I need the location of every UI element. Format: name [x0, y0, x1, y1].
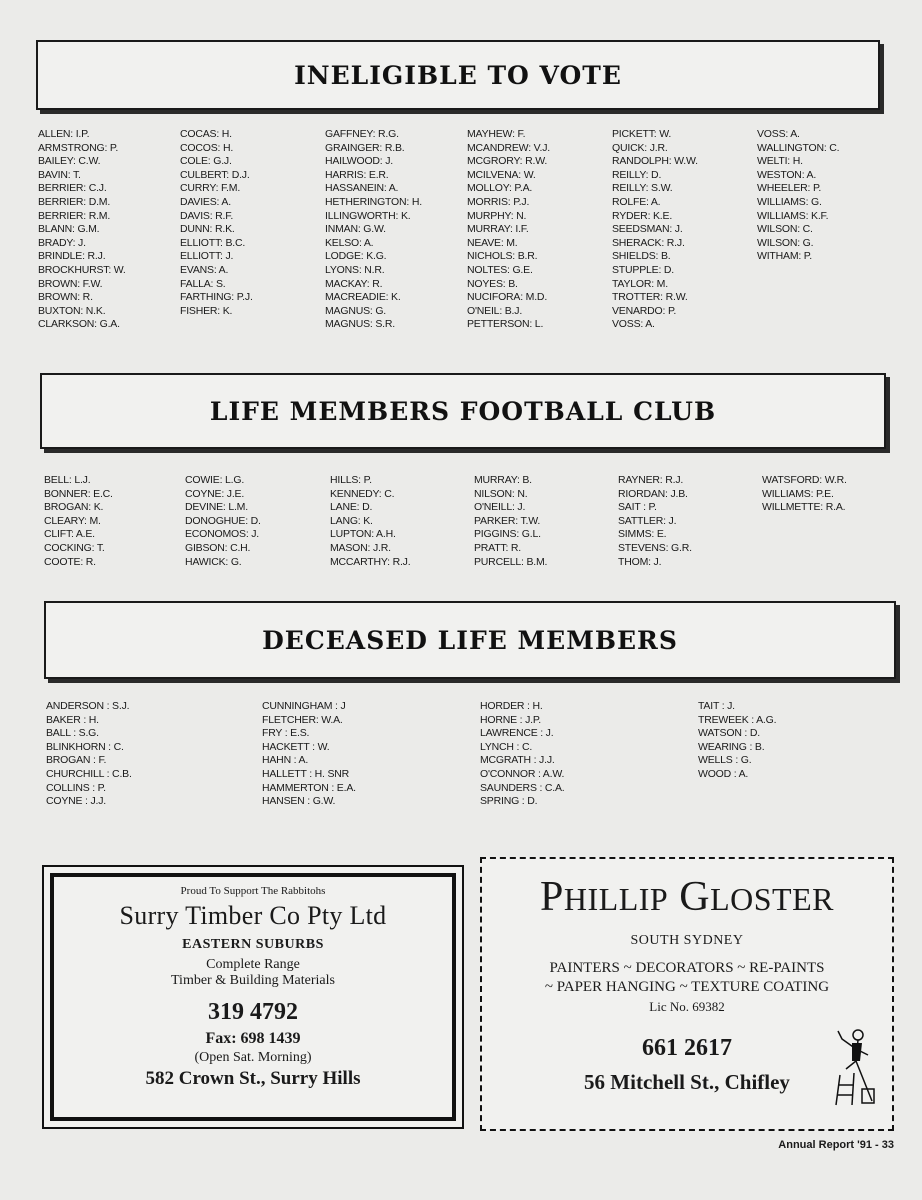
member-name: WELLS : G. — [698, 754, 752, 767]
member-name: HORDER : H. — [480, 700, 543, 712]
member-name: MOLLOY: P.A. — [467, 182, 533, 195]
service-area: EASTERN SUBURBS — [182, 937, 324, 952]
member-name: BLANN: G.M. — [38, 223, 100, 236]
member-name: SAUNDERS : C.A. — [480, 781, 565, 794]
member-name: NILSON: N. — [474, 487, 528, 500]
member-name: TROTTER: R.W. — [612, 291, 688, 304]
member-name: COYNE : J.J. — [46, 795, 107, 808]
service-region: SOUTH SYDNEY — [630, 933, 744, 948]
member-name: VENARDO: P. — [612, 304, 677, 317]
member-name: WATSON : D. — [698, 727, 760, 740]
life-members-banner — [40, 373, 886, 449]
name-column — [480, 700, 698, 809]
brand-name — [482, 873, 892, 921]
surry-timber-ad — [42, 865, 464, 1129]
member-name: LYONS: N.R. — [325, 263, 385, 276]
member-name: WATSFORD: W.R. — [762, 474, 847, 486]
member-name: WILLIAMS: P.E. — [762, 487, 834, 500]
member-name: CLIFT: A.E. — [44, 528, 95, 541]
member-name: WITHAM: P. — [757, 250, 812, 263]
member-name: GAFFNEY: R.G. — [325, 128, 399, 140]
member-name: HAILWOOD: J. — [325, 155, 393, 168]
member-name: BERRIER: C.J. — [38, 182, 107, 195]
member-name: BERRIER: D.M. — [38, 195, 111, 208]
ineligible-list — [38, 128, 877, 332]
member-name: ALLEN: I.P. — [38, 128, 90, 140]
member-name: DUNN: R.K. — [180, 223, 235, 236]
member-name: MACKAY: R. — [325, 277, 383, 290]
member-name: PIGGINS: G.L. — [474, 528, 541, 541]
member-name: SPRING : D. — [480, 795, 538, 808]
member-name: PURCELL: B.M. — [474, 555, 548, 568]
member-name: BALL : S.G. — [46, 727, 99, 740]
name-column — [612, 128, 757, 332]
member-name: BRADY: J. — [38, 236, 86, 249]
member-name: HAMMERTON : E.A. — [262, 781, 356, 794]
member-name: TAYLOR: M. — [612, 277, 668, 290]
name-column — [618, 474, 762, 569]
member-name: HASSANEIN: A. — [325, 182, 399, 195]
member-name: WOOD : A. — [698, 767, 749, 780]
fax-number: Fax: 698 1439 — [205, 1030, 301, 1047]
member-name: STEVENS: G.R. — [618, 541, 692, 554]
member-name: HAHN : A. — [262, 754, 309, 767]
member-name: MCCARTHY: R.J. — [330, 555, 411, 568]
member-name: BERRIER: R.M. — [38, 209, 111, 222]
member-name: RIORDAN: J.B. — [618, 487, 688, 500]
member-name: FLETCHER: W.A. — [262, 713, 343, 726]
member-name: PETTERSON: L. — [467, 318, 544, 331]
deceased-banner — [44, 601, 896, 679]
member-name: KENNEDY: C. — [330, 487, 395, 500]
member-name: HACKETT : W. — [262, 740, 330, 753]
member-name: THOM: J. — [618, 555, 662, 568]
street-address: 56 Mitchell St., Chifley — [584, 1070, 790, 1094]
member-name: WHEELER: P. — [757, 182, 822, 195]
name-column — [185, 474, 330, 569]
member-name: WESTON: A. — [757, 168, 817, 181]
member-name: NEAVE: M. — [467, 236, 518, 249]
member-name: ECONOMOS: J. — [185, 528, 260, 541]
member-name: WALLINGTON: C. — [757, 141, 840, 154]
member-name: REILLY: D. — [612, 168, 662, 181]
member-name: TAIT : J. — [698, 700, 735, 712]
member-name: VOSS: A. — [612, 318, 655, 331]
name-column — [698, 700, 848, 809]
member-name: MACREADIE: K. — [325, 291, 401, 304]
member-name: ARMSTRONG: P. — [38, 141, 119, 154]
opening-hours: (Open Sat. Morning) — [194, 1050, 312, 1065]
name-column — [46, 700, 262, 809]
section-title-life-members: LIFE MEMBERS FOOTBALL CLUB — [209, 396, 717, 426]
member-name: MASON: J.R. — [330, 541, 391, 554]
product-materials: Timber & Building Materials — [171, 973, 335, 988]
name-column — [38, 128, 180, 332]
member-name: NICHOLS: B.R. — [467, 250, 538, 263]
company-name: Surry Timber Co Pty Ltd — [119, 901, 387, 930]
member-name: CULBERT: D.J. — [180, 168, 250, 181]
member-name: COWIE: L.G. — [185, 474, 245, 486]
name-column — [762, 474, 892, 569]
ad-frame — [50, 873, 456, 1121]
member-name: BROWN: R. — [38, 291, 93, 304]
member-name: BROWN: F.W. — [38, 277, 103, 290]
member-name: LYNCH : C. — [480, 740, 533, 753]
member-name: KELSO: A. — [325, 236, 374, 249]
member-name: MORRIS: P.J. — [467, 195, 530, 208]
member-name: CUNNINGHAM : J — [262, 700, 346, 712]
member-name: WILLIAMS: G. — [757, 195, 822, 208]
member-name: DEVINE: L.M. — [185, 501, 248, 514]
name-column — [44, 474, 185, 569]
services-line-2: ~ PAPER HANGING ~ TEXTURE COATING — [544, 979, 830, 995]
deceased-list — [46, 700, 848, 809]
member-name: MCANDREW: V.J. — [467, 141, 550, 154]
section-title-deceased: DECEASED LIFE MEMBERS — [262, 625, 678, 655]
member-name: HORNE : J.P. — [480, 713, 542, 726]
member-name: DAVIS: R.F. — [180, 209, 234, 222]
member-name: MCGRORY: R.W. — [467, 155, 548, 168]
member-name: BONNER: E.C. — [44, 487, 113, 500]
member-name: BAKER : H. — [46, 713, 99, 726]
page-footer: Annual Report '91 - 33 — [778, 1139, 894, 1151]
member-name: NOYES: B. — [467, 277, 518, 290]
member-name: NUCIFORA: M.D. — [467, 291, 548, 304]
member-name: COCKING: T. — [44, 541, 105, 554]
member-name: MURRAY: I.F. — [467, 223, 529, 236]
product-range: Complete Range — [206, 957, 300, 972]
member-name: DONOGHUE: D. — [185, 514, 261, 527]
member-name: ILLINGWORTH: K. — [325, 209, 411, 222]
member-name: LANE: D. — [330, 501, 373, 514]
painter-on-ladder-icon — [828, 1025, 880, 1107]
member-name: FRY : E.S. — [262, 727, 310, 740]
name-column — [757, 128, 877, 332]
member-name: EVANS: A. — [180, 263, 229, 276]
phone-number: 661 2617 — [642, 1035, 732, 1061]
member-name: WILSON: C. — [757, 223, 813, 236]
member-name: SHIELDS: B. — [612, 250, 671, 263]
member-name: RYDER: K.E. — [612, 209, 673, 222]
member-name: FISHER: K. — [180, 304, 233, 317]
member-name: O'NEILL: J. — [474, 501, 526, 514]
name-column — [325, 128, 467, 332]
member-name: DAVIES: A. — [180, 195, 231, 208]
member-name: O'NEIL: B.J. — [467, 304, 523, 317]
member-name: ELLIOTT: B.C. — [180, 236, 246, 249]
member-name: RAYNER: R.J. — [618, 474, 684, 486]
member-name: HARRIS: E.R. — [325, 168, 389, 181]
phillip-gloster-ad — [480, 857, 894, 1131]
member-name: TREWEEK : A.G. — [698, 713, 777, 726]
member-name: NOLTES: G.E. — [467, 263, 533, 276]
member-name: FALLA: S. — [180, 277, 226, 290]
member-name: VOSS: A. — [757, 128, 800, 140]
member-name: CLEARY: M. — [44, 514, 101, 527]
member-name: COOTE: R. — [44, 555, 96, 568]
member-name: INMAN: G.W. — [325, 223, 386, 236]
member-name: COLLINS : P. — [46, 781, 106, 794]
ad-tagline: Proud To Support The Rabbitohs — [180, 885, 326, 897]
member-name: COLE: G.J. — [180, 155, 232, 168]
name-column — [467, 128, 612, 332]
member-name: REILLY: S.W. — [612, 182, 673, 195]
member-name: HALLETT : H. SNR — [262, 767, 350, 780]
member-name: ROLFE: A. — [612, 195, 661, 208]
section-title-ineligible: INELIGIBLE TO VOTE — [294, 60, 622, 90]
name-column — [330, 474, 474, 569]
member-name: MCILVENA: W. — [467, 168, 536, 181]
member-name: HILLS: P. — [330, 474, 372, 486]
member-name: MURPHY: N. — [467, 209, 527, 222]
brand-first-initial: P — [540, 874, 564, 920]
member-name: QUICK: J.R. — [612, 141, 668, 154]
brand-last-initial: G — [679, 874, 711, 920]
member-name: SATTLER: J. — [618, 514, 677, 527]
member-name: COCOS: H. — [180, 141, 234, 154]
member-name: O'CONNOR : A.W. — [480, 767, 565, 780]
ineligible-banner — [36, 40, 880, 110]
member-name: BAVIN: T. — [38, 168, 81, 181]
member-name: MAGNUS: G. — [325, 304, 387, 317]
member-name: BROGAN : F. — [46, 754, 107, 767]
member-name: MAGNUS: S.R. — [325, 318, 395, 331]
license-number: Lic No. 69382 — [649, 999, 725, 1014]
member-name: BROCKHURST: W. — [38, 263, 126, 276]
member-name: BROGAN: K. — [44, 501, 104, 514]
name-column — [262, 700, 480, 809]
member-name: RANDOLPH: W.W. — [612, 155, 698, 168]
member-name: CURRY: F.M. — [180, 182, 241, 195]
member-name: SAIT : P. — [618, 501, 657, 514]
member-name: PRATT: R. — [474, 541, 522, 554]
member-name: BLINKHORN : C. — [46, 740, 124, 753]
services-line-1: PAINTERS ~ DECORATORS ~ RE-PAINTS — [549, 960, 825, 976]
member-name: LANG: K. — [330, 514, 373, 527]
member-name: HAWICK: G. — [185, 555, 242, 568]
member-name: WELTI: H. — [757, 155, 803, 168]
member-name: WILSON: G. — [757, 236, 814, 249]
member-name: CHURCHILL : C.B. — [46, 767, 132, 780]
member-name: MCGRATH : J.J. — [480, 754, 555, 767]
member-name: CLARKSON: G.A. — [38, 318, 120, 331]
phone-number: 319 4792 — [208, 999, 298, 1025]
member-name: LAWRENCE : J. — [480, 727, 554, 740]
member-name: WILLIAMS: K.F. — [757, 209, 829, 222]
member-name: WEARING : B. — [698, 740, 765, 753]
member-name: HETHERINGTON: H. — [325, 195, 422, 208]
member-name: WILLMETTE: R.A. — [762, 501, 846, 514]
member-name: SEEDSMAN: J. — [612, 223, 683, 236]
life-members-list — [44, 474, 892, 569]
member-name: PARKER: T.W. — [474, 514, 541, 527]
member-name: MURRAY: B. — [474, 474, 532, 486]
name-column — [474, 474, 618, 569]
name-column — [180, 128, 325, 332]
member-name: MAYHEW: F. — [467, 128, 526, 140]
member-name: SHERACK: R.J. — [612, 236, 685, 249]
brand-last-rest: LOSTER — [710, 881, 834, 917]
member-name: BELL: L.J. — [44, 474, 91, 486]
brand-first-rest: HILLIP — [563, 881, 669, 917]
member-name: ELLIOTT: J. — [180, 250, 234, 263]
member-name: FARTHING: P.J. — [180, 291, 253, 304]
member-name: SIMMS: E. — [618, 528, 667, 541]
member-name: STUPPLE: D. — [612, 263, 674, 276]
member-name: PICKETT: W. — [612, 128, 672, 140]
street-address: 582 Crown St., Surry Hills — [145, 1068, 361, 1089]
member-name: BUXTON: N.K. — [38, 304, 106, 317]
member-name: BAILEY: C.W. — [38, 155, 101, 168]
member-name: HANSEN : G.W. — [262, 795, 336, 808]
member-name: BRINDLE: R.J. — [38, 250, 106, 263]
member-name: ANDERSON : S.J. — [46, 700, 130, 712]
member-name: LODGE: K.G. — [325, 250, 387, 263]
member-name: COYNE: J.E. — [185, 487, 245, 500]
member-name: GRAINGER: R.B. — [325, 141, 405, 154]
member-name: LUPTON: A.H. — [330, 528, 396, 541]
member-name: COCAS: H. — [180, 128, 232, 140]
member-name: GIBSON: C.H. — [185, 541, 251, 554]
